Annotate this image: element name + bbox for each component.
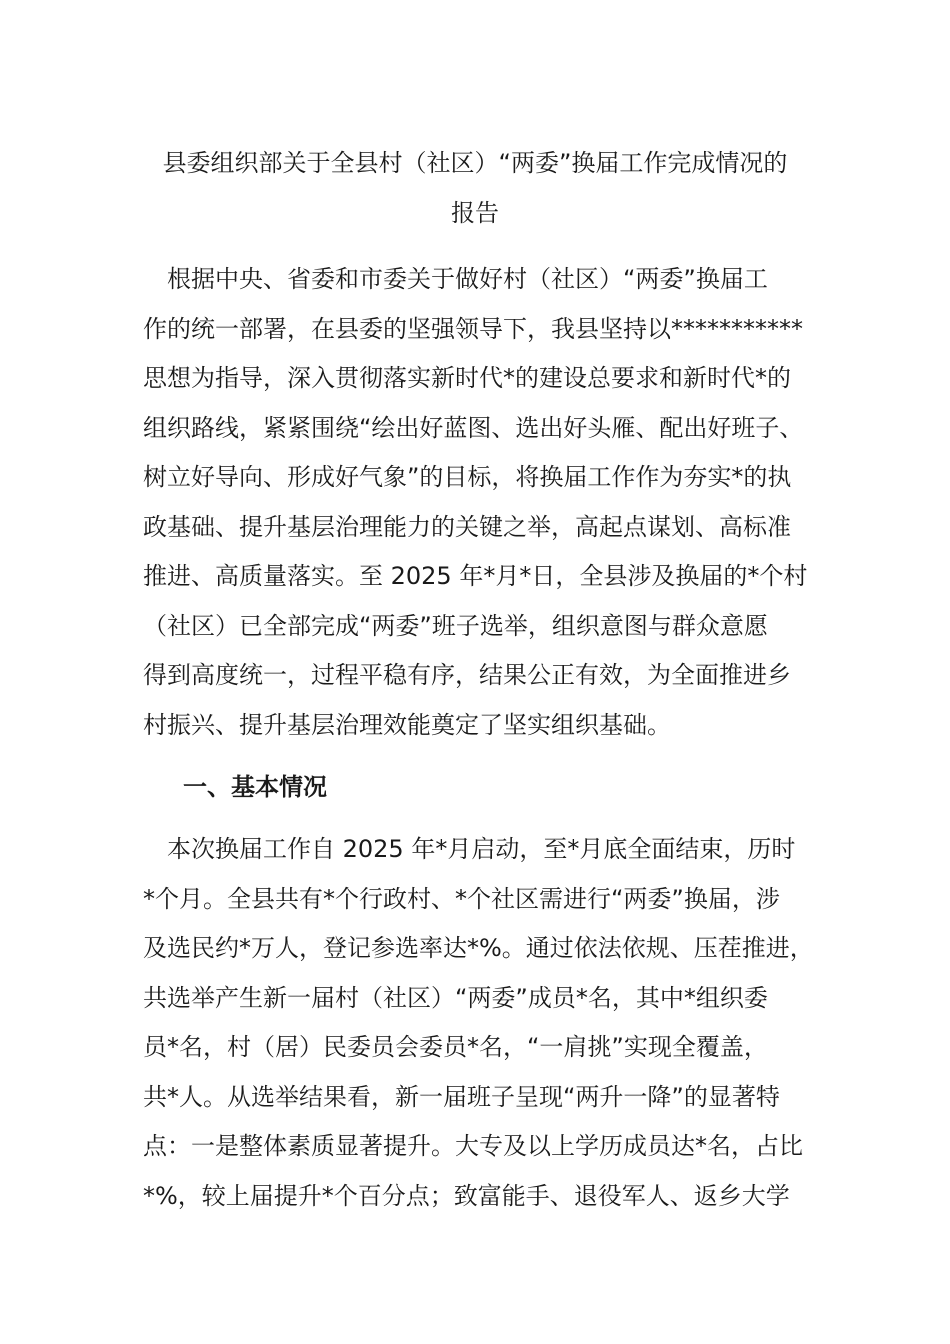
report-title-line-2: 报告 — [451, 199, 499, 227]
intro-line-7: 推进、高质量落实。至 2025 年*月*日，全县涉及换届的*个村 — [143, 562, 808, 590]
section-1-line-6: 共*人。从选举结果看，新一届班子呈现“两升一降”的显著特 — [143, 1083, 780, 1111]
report-title-line-1: 县委组织部关于全县村（社区）“两委”换届工作完成情况的 — [162, 149, 788, 177]
section-1-line-3: 及选民约*万人，登记参选率达*%。通过依法依规、压茬推进， — [143, 934, 814, 962]
intro-line-1: 根据中央、省委和市委关于做好村（社区）“两委”换届工 — [143, 265, 768, 293]
intro-line-4: 组织路线，紧紧围绕“绘出好蓝图、选出好头雁、配出好班子、 — [143, 414, 804, 442]
intro-line-3: 思想为指导，深入贯彻落实新时代*的建设总要求和新时代*的 — [143, 364, 791, 392]
intro-line-5: 树立好导向、形成好气象”的目标，将换届工作作为夯实*的执 — [143, 463, 792, 491]
intro-line-10: 村振兴、提升基层治理效能奠定了坚实组织基础。 — [143, 711, 671, 739]
section-1-line-2: *个月。全县共有*个行政村、*个社区需进行“两委”换届，涉 — [143, 885, 780, 913]
section-1-line-4: 共选举产生新一届村（社区）“两委”成员*名，其中*组织委 — [143, 984, 768, 1012]
section-heading-basic-situation: 一、基本情况 — [183, 773, 327, 801]
intro-line-2: 作的统一部署，在县委的坚强领导下，我县坚持以*********** — [143, 315, 803, 343]
section-1-line-5: 员*名，村（居）民委员会委员*名，“一肩挑”实现全覆盖， — [143, 1033, 768, 1061]
intro-line-9: 得到高度统一，过程平稳有序，结果公正有效，为全面推进乡 — [143, 661, 791, 689]
section-1-line-1: 本次换届工作自 2025 年*月启动，至*月底全面结束，历时 — [143, 835, 796, 863]
intro-line-8: （社区）已全部完成“两委”班子选举，组织意图与群众意愿 — [143, 612, 768, 640]
intro-line-6: 政基础、提升基层治理能力的关键之举，高起点谋划、高标准 — [143, 513, 791, 541]
section-1-line-8: *%，较上届提升*个百分点；致富能手、退役军人、返乡大学 — [143, 1182, 790, 1210]
section-1-line-7: 点：一是整体素质显著提升。大专及以上学历成员达*名，占比 — [143, 1132, 803, 1160]
